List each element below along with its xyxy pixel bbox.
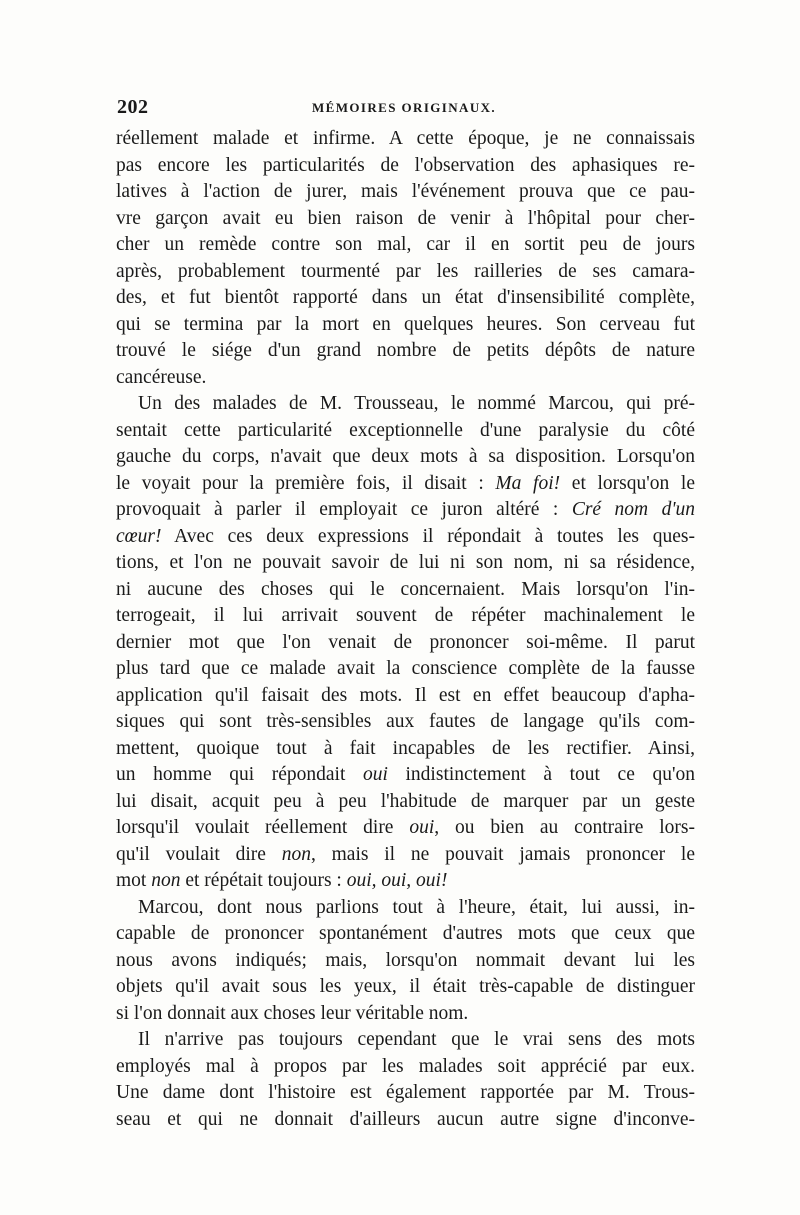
text-line: pas encore les particularités de l'observation des aphasiques re- bbox=[116, 154, 695, 176]
text-line: seau et qui ne donnait d'ailleurs aucun autre signe d'inconve- bbox=[116, 1108, 695, 1130]
italic-phrase: non bbox=[151, 870, 181, 891]
text-line: vre garçon avait eu bien raison de venir à l'hôpital pour cher- bbox=[116, 207, 695, 229]
text-line: tions, et l'on ne pouvait savoir de lui ni son nom, ni sa résidence, bbox=[116, 552, 695, 573]
text-line: si l'on donnait aux choses leur véritable nom. bbox=[116, 1002, 469, 1024]
text-line: dernier mot que l'on venait de prononcer soi-même. Il parut bbox=[116, 631, 695, 653]
italic-phrase: non bbox=[281, 843, 311, 865]
text-line: trouvé le siége d'un grand nombre de petits dépôts de nature bbox=[116, 340, 695, 361]
text-line: Il n'arrive pas toujours cependant que le vrai sens des mots bbox=[138, 1029, 695, 1050]
text-line: gauche du corps, n'avait que deux mots à sa disposition. Lorsqu'on bbox=[116, 446, 695, 467]
text-line: mot non et répétait toujours : oui, oui, oui! bbox=[116, 870, 448, 891]
text-line: cœur! Avec ces deux expressions il répondait à toutes les ques- bbox=[116, 525, 695, 547]
text-line: objets qu'il avait sous les yeux, il était très-capable de distinguer bbox=[116, 976, 695, 997]
text-line: cancéreuse. bbox=[116, 366, 207, 388]
running-title: MÉMOIRES ORIGINAUX. bbox=[312, 100, 497, 115]
text-line: lorsqu'il voulait réellement dire oui, ou bien au contraire lors- bbox=[116, 817, 695, 838]
text-line: terrogeait, il lui arrivait souvent de répéter machinalement le bbox=[116, 605, 695, 626]
text-line: Une dame dont l'histoire est également rapportée par M. Trous- bbox=[116, 1082, 695, 1103]
text-line: nous avons indiqués; mais, lorsqu'on nommait devant lui les bbox=[116, 949, 695, 971]
text-line: des, et fut bientôt rapporté dans un état d'insensibilité complète, bbox=[116, 287, 695, 308]
text-line: lui disait, acquit peu à peu l'habitude de marquer par un geste bbox=[116, 790, 695, 812]
italic-phrase: Ma foi! bbox=[495, 472, 561, 494]
text-line: sentait cette particularité exceptionnelle d'une paralysie du côté bbox=[116, 419, 695, 441]
text-line: Un des malades de M. Trousseau, le nommé Marcou, qui pré- bbox=[138, 393, 695, 414]
text-line: capable de prononcer spontanément d'autres mots que ceux que bbox=[116, 923, 695, 944]
text-line: qui se termina par la mort en quelques heures. Son cerveau fut bbox=[116, 313, 695, 335]
text-line: après, probablement tourmenté par les railleries de ses camara- bbox=[116, 260, 695, 282]
text-line: qu'il voulait dire non, mais il ne pouvait jamais prononcer le bbox=[116, 843, 695, 865]
text-line: Marcou, dont nous parlions tout à l'heure, était, lui aussi, in- bbox=[138, 896, 695, 918]
body-text bbox=[116, 126, 695, 1133]
text-line: le voyait pour la première fois, il disait : Ma foi! et lorsqu'on le bbox=[116, 472, 696, 494]
page-number: 202 bbox=[117, 96, 149, 118]
text-line: provoquait à parler il employait ce juron altéré : Cré nom d'un bbox=[116, 499, 695, 520]
text-line: latives à l'action de jurer, mais l'événement prouva que ce pau- bbox=[116, 181, 695, 202]
italic-phrase: cœur! bbox=[116, 525, 162, 547]
text-line: application qu'il faisait des mots. Il est en effet beaucoup d'apha- bbox=[116, 684, 695, 706]
italic-phrase: oui, oui, oui! bbox=[346, 870, 448, 891]
text-line: réellement malade et infirme. A cette époque, je ne connaissais bbox=[116, 128, 695, 149]
running-head bbox=[117, 96, 692, 120]
text-line: ni aucune des choses qui le concernaient. Mais lorsqu'on l'in- bbox=[116, 578, 695, 600]
text-line: siques qui sont très-sensibles aux fautes de langage qu'ils com- bbox=[116, 711, 695, 732]
text-line: plus tard que ce malade avait la conscience complète de la fausse bbox=[116, 658, 695, 679]
text-line: cher un remède contre son mal, car il en sortit peu de jours bbox=[116, 234, 695, 255]
text-line: mettent, quoique tout à fait incapables de les rectifier. Ainsi, bbox=[116, 737, 695, 759]
italic-phrase: oui bbox=[362, 764, 388, 785]
italic-phrase: oui bbox=[409, 817, 435, 838]
text-line: un homme qui répondait oui indistinctement à tout ce qu'on bbox=[116, 764, 695, 785]
text-line: employés mal à propos par les malades soit apprécié par eux. bbox=[116, 1055, 695, 1077]
italic-phrase: Cré nom d'un bbox=[571, 499, 695, 520]
